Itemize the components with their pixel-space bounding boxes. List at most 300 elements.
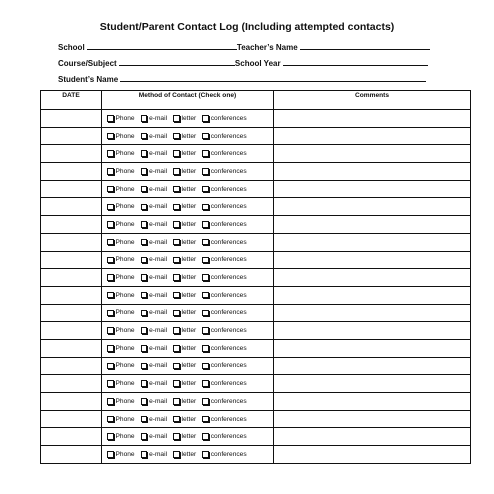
- checkbox-icon[interactable]: [141, 133, 148, 140]
- option-label: letter: [181, 362, 197, 370]
- option-letter[interactable]: [173, 345, 196, 352]
- option-label: Phone: [115, 132, 135, 140]
- checkbox-icon[interactable]: [202, 416, 209, 423]
- option-email[interactable]: [141, 451, 167, 458]
- option-label: conferences: [210, 238, 247, 246]
- checkbox-icon[interactable]: [107, 186, 114, 193]
- date-cell[interactable]: [41, 375, 102, 393]
- method-options: [102, 115, 273, 122]
- option-label: Phone: [115, 203, 135, 211]
- option-phone[interactable]: [107, 292, 135, 299]
- option-conferences[interactable]: [202, 380, 246, 387]
- option-phone[interactable]: [107, 274, 135, 281]
- checkbox-icon[interactable]: [202, 327, 209, 334]
- checkbox-icon[interactable]: [173, 115, 180, 122]
- comments-cell[interactable]: [274, 428, 471, 446]
- option-letter[interactable]: [173, 398, 196, 405]
- method-cell: [102, 410, 274, 428]
- date-cell[interactable]: [41, 163, 102, 181]
- option-conferences[interactable]: [202, 221, 246, 228]
- option-email[interactable]: [141, 433, 167, 440]
- checkbox-icon[interactable]: [173, 204, 180, 211]
- option-email[interactable]: [141, 256, 167, 263]
- option-phone[interactable]: [107, 150, 135, 157]
- checkbox-icon[interactable]: [202, 345, 209, 352]
- checkbox-icon[interactable]: [202, 274, 209, 281]
- date-cell[interactable]: [41, 180, 102, 198]
- comments-cell[interactable]: [274, 216, 471, 234]
- checkbox-icon[interactable]: [202, 239, 209, 246]
- checkbox-icon[interactable]: [173, 451, 180, 458]
- option-conferences[interactable]: [202, 398, 246, 405]
- checkbox-icon[interactable]: [173, 133, 180, 140]
- table-row: [41, 198, 471, 216]
- option-phone[interactable]: [107, 203, 135, 210]
- option-conferences[interactable]: [202, 274, 246, 281]
- option-email[interactable]: [141, 115, 167, 122]
- option-label: conferences: [210, 274, 247, 282]
- option-label: conferences: [210, 150, 247, 158]
- checkbox-icon[interactable]: [141, 115, 148, 122]
- option-phone[interactable]: [107, 433, 135, 440]
- option-label: e-mail: [149, 256, 168, 264]
- option-conferences[interactable]: [202, 292, 246, 299]
- option-phone[interactable]: [107, 186, 135, 193]
- method-options: [102, 274, 273, 281]
- table-row: [41, 304, 471, 322]
- checkbox-icon[interactable]: [173, 416, 180, 423]
- checkbox-icon[interactable]: [107, 133, 114, 140]
- checkbox-icon[interactable]: [173, 345, 180, 352]
- option-phone[interactable]: [107, 345, 135, 352]
- option-phone[interactable]: [107, 133, 135, 140]
- comments-cell[interactable]: [274, 410, 471, 428]
- option-label: letter: [181, 415, 197, 423]
- method-cell: [102, 163, 274, 181]
- method-options: [102, 451, 273, 458]
- option-letter[interactable]: [173, 239, 196, 246]
- option-label: conferences: [210, 167, 247, 175]
- checkbox-icon[interactable]: [202, 186, 209, 193]
- option-label: e-mail: [149, 344, 168, 352]
- contact-log-table: [40, 90, 471, 464]
- comments-cell[interactable]: [274, 127, 471, 145]
- option-label: conferences: [210, 450, 247, 458]
- option-label: letter: [181, 450, 197, 458]
- option-label: conferences: [210, 433, 247, 441]
- comments-cell[interactable]: [274, 322, 471, 340]
- checkbox-icon[interactable]: [141, 451, 148, 458]
- option-phone[interactable]: [107, 115, 135, 122]
- option-label: Phone: [115, 114, 135, 122]
- checkbox-icon[interactable]: [107, 257, 114, 264]
- checkbox-icon[interactable]: [202, 257, 209, 264]
- checkbox-icon[interactable]: [173, 292, 180, 299]
- option-email[interactable]: [141, 274, 167, 281]
- option-conferences[interactable]: [202, 133, 246, 140]
- checkbox-icon[interactable]: [141, 221, 148, 228]
- date-cell[interactable]: [41, 322, 102, 340]
- checkbox-icon[interactable]: [173, 398, 180, 405]
- option-conferences[interactable]: [202, 186, 246, 193]
- option-phone[interactable]: [107, 239, 135, 246]
- option-letter[interactable]: [173, 256, 196, 263]
- checkbox-icon[interactable]: [173, 257, 180, 264]
- option-label: e-mail: [149, 415, 168, 423]
- checkbox-icon[interactable]: [202, 398, 209, 405]
- option-label: conferences: [210, 309, 247, 317]
- checkbox-icon[interactable]: [141, 398, 148, 405]
- option-letter[interactable]: [173, 221, 196, 228]
- checkbox-icon[interactable]: [141, 274, 148, 281]
- comments-cell[interactable]: [274, 446, 471, 464]
- option-email[interactable]: [141, 309, 167, 316]
- option-conferences[interactable]: [202, 115, 246, 122]
- table-row: [41, 322, 471, 340]
- school-label: School: [58, 43, 85, 52]
- comments-cell[interactable]: [274, 304, 471, 322]
- checkbox-icon[interactable]: [202, 133, 209, 140]
- option-label: Phone: [115, 309, 135, 317]
- option-label: e-mail: [149, 450, 168, 458]
- comments-cell[interactable]: [274, 163, 471, 181]
- option-conferences[interactable]: [202, 203, 246, 210]
- option-label: Phone: [115, 433, 135, 441]
- option-email[interactable]: [141, 239, 167, 246]
- option-letter[interactable]: [173, 186, 196, 193]
- date-cell[interactable]: [41, 339, 102, 357]
- option-label: letter: [181, 150, 197, 158]
- option-email[interactable]: [141, 327, 167, 334]
- school-year-label: School Year: [234, 59, 281, 68]
- checkbox-icon[interactable]: [107, 416, 114, 423]
- date-cell[interactable]: [41, 127, 102, 145]
- checkbox-icon[interactable]: [141, 380, 148, 387]
- checkbox-icon[interactable]: [107, 204, 114, 211]
- option-conferences[interactable]: [202, 309, 246, 316]
- date-cell[interactable]: [41, 410, 102, 428]
- option-label: letter: [181, 167, 197, 175]
- checkbox-icon[interactable]: [141, 310, 148, 317]
- checkbox-icon[interactable]: [107, 433, 114, 440]
- checkbox-icon[interactable]: [141, 204, 148, 211]
- checkbox-icon[interactable]: [141, 327, 148, 334]
- option-phone[interactable]: [107, 309, 135, 316]
- teacher-name-field[interactable]: [300, 42, 430, 50]
- table-row: [41, 233, 471, 251]
- option-email[interactable]: [141, 362, 167, 369]
- comments-cell[interactable]: [274, 375, 471, 393]
- method-options: [102, 239, 273, 246]
- checkbox-icon[interactable]: [107, 398, 114, 405]
- checkbox-icon[interactable]: [141, 186, 148, 193]
- checkbox-icon[interactable]: [173, 433, 180, 440]
- method-options: [102, 133, 273, 140]
- comments-cell[interactable]: [274, 198, 471, 216]
- checkbox-icon[interactable]: [141, 345, 148, 352]
- date-cell[interactable]: [41, 198, 102, 216]
- comments-cell[interactable]: [274, 286, 471, 304]
- option-letter[interactable]: [173, 203, 196, 210]
- option-letter[interactable]: [173, 168, 196, 175]
- option-label: conferences: [210, 220, 247, 228]
- checkbox-icon[interactable]: [107, 310, 114, 317]
- option-label: letter: [181, 397, 197, 405]
- option-conferences[interactable]: [202, 168, 246, 175]
- option-letter[interactable]: [173, 274, 196, 281]
- option-label: Phone: [115, 380, 135, 388]
- checkbox-icon[interactable]: [141, 433, 148, 440]
- option-label: e-mail: [149, 397, 168, 405]
- checkbox-icon[interactable]: [202, 433, 209, 440]
- checkbox-icon[interactable]: [141, 416, 148, 423]
- checkbox-icon[interactable]: [141, 292, 148, 299]
- method-cell: [102, 216, 274, 234]
- option-letter[interactable]: [173, 451, 196, 458]
- option-email[interactable]: [141, 345, 167, 352]
- checkbox-icon[interactable]: [141, 363, 148, 370]
- option-label: e-mail: [149, 238, 168, 246]
- checkbox-icon[interactable]: [141, 150, 148, 157]
- school-year-field[interactable]: [283, 58, 428, 66]
- option-email[interactable]: [141, 221, 167, 228]
- option-label: e-mail: [149, 274, 168, 282]
- option-letter[interactable]: [173, 433, 196, 440]
- school-field[interactable]: [87, 42, 237, 50]
- checkbox-icon[interactable]: [107, 150, 114, 157]
- method-cell: [102, 339, 274, 357]
- checkbox-icon[interactable]: [202, 168, 209, 175]
- checkbox-icon[interactable]: [173, 274, 180, 281]
- option-label: letter: [181, 132, 197, 140]
- date-cell[interactable]: [41, 110, 102, 128]
- comments-cell[interactable]: [274, 145, 471, 163]
- option-email[interactable]: [141, 203, 167, 210]
- checkbox-icon[interactable]: [173, 150, 180, 157]
- option-phone[interactable]: [107, 327, 135, 334]
- option-conferences[interactable]: [202, 362, 246, 369]
- option-label: letter: [181, 114, 197, 122]
- date-cell[interactable]: [41, 216, 102, 234]
- date-cell[interactable]: [41, 446, 102, 464]
- school-teacher-line: [58, 42, 430, 52]
- method-cell: [102, 428, 274, 446]
- method-cell: [102, 145, 274, 163]
- method-options: [102, 309, 273, 316]
- date-cell[interactable]: [41, 428, 102, 446]
- option-label: conferences: [210, 380, 247, 388]
- checkbox-icon[interactable]: [173, 310, 180, 317]
- header-date: DATE: [41, 91, 102, 110]
- option-label: letter: [181, 274, 197, 282]
- option-letter[interactable]: [173, 150, 196, 157]
- checkbox-icon[interactable]: [202, 150, 209, 157]
- date-cell[interactable]: [41, 251, 102, 269]
- checkbox-icon[interactable]: [173, 221, 180, 228]
- option-label: letter: [181, 309, 197, 317]
- option-label: e-mail: [149, 309, 168, 317]
- option-email[interactable]: [141, 150, 167, 157]
- checkbox-icon[interactable]: [202, 363, 209, 370]
- option-letter[interactable]: [173, 416, 196, 423]
- option-label: e-mail: [149, 150, 168, 158]
- comments-cell[interactable]: [274, 251, 471, 269]
- header-comments: Comments: [274, 91, 471, 110]
- date-cell[interactable]: [41, 269, 102, 287]
- option-phone[interactable]: [107, 451, 135, 458]
- method-options: [102, 362, 273, 369]
- option-label: e-mail: [149, 327, 168, 335]
- option-letter[interactable]: [173, 309, 196, 316]
- method-cell: [102, 127, 274, 145]
- option-label: letter: [181, 327, 197, 335]
- option-letter[interactable]: [173, 292, 196, 299]
- comments-cell[interactable]: [274, 393, 471, 411]
- option-label: e-mail: [149, 433, 168, 441]
- option-label: conferences: [210, 344, 247, 352]
- table-row: [41, 446, 471, 464]
- checkbox-icon[interactable]: [202, 310, 209, 317]
- method-cell: [102, 304, 274, 322]
- checkbox-icon[interactable]: [173, 380, 180, 387]
- checkbox-icon[interactable]: [107, 451, 114, 458]
- option-letter[interactable]: [173, 380, 196, 387]
- comments-cell[interactable]: [274, 357, 471, 375]
- page-title: Student/Parent Contact Log (Including attempted contacts): [99, 21, 395, 33]
- option-label: Phone: [115, 167, 135, 175]
- option-email[interactable]: [141, 186, 167, 193]
- checkbox-icon[interactable]: [107, 345, 114, 352]
- checkbox-icon[interactable]: [107, 239, 114, 246]
- checkbox-icon[interactable]: [173, 363, 180, 370]
- option-phone[interactable]: [107, 221, 135, 228]
- checkbox-icon[interactable]: [202, 115, 209, 122]
- option-label: letter: [181, 433, 197, 441]
- option-email[interactable]: [141, 416, 167, 423]
- option-label: Phone: [115, 344, 135, 352]
- option-email[interactable]: [141, 292, 167, 299]
- checkbox-icon[interactable]: [202, 292, 209, 299]
- method-options: [102, 168, 273, 175]
- option-conferences[interactable]: [202, 433, 246, 440]
- option-label: conferences: [210, 132, 247, 140]
- method-options: [102, 203, 273, 210]
- option-label: e-mail: [149, 203, 168, 211]
- option-label: conferences: [210, 397, 247, 405]
- checkbox-icon[interactable]: [202, 451, 209, 458]
- option-conferences[interactable]: [202, 416, 246, 423]
- option-letter[interactable]: [173, 327, 196, 334]
- method-cell: [102, 375, 274, 393]
- method-cell: [102, 286, 274, 304]
- option-letter[interactable]: [173, 115, 196, 122]
- option-phone[interactable]: [107, 398, 135, 405]
- option-label: letter: [181, 291, 197, 299]
- option-conferences[interactable]: [202, 256, 246, 263]
- date-cell[interactable]: [41, 233, 102, 251]
- option-phone[interactable]: [107, 416, 135, 423]
- option-label: e-mail: [149, 291, 168, 299]
- option-label: e-mail: [149, 185, 168, 193]
- comments-cell[interactable]: [274, 180, 471, 198]
- checkbox-icon[interactable]: [107, 168, 114, 175]
- option-label: Phone: [115, 220, 135, 228]
- checkbox-icon[interactable]: [202, 380, 209, 387]
- checkbox-icon[interactable]: [107, 115, 114, 122]
- checkbox-icon[interactable]: [173, 168, 180, 175]
- checkbox-icon[interactable]: [107, 274, 114, 281]
- date-cell[interactable]: [41, 145, 102, 163]
- checkbox-icon[interactable]: [173, 239, 180, 246]
- method-cell: [102, 322, 274, 340]
- method-cell: [102, 251, 274, 269]
- checkbox-icon[interactable]: [173, 327, 180, 334]
- option-conferences[interactable]: [202, 150, 246, 157]
- option-conferences[interactable]: [202, 327, 246, 334]
- checkbox-icon[interactable]: [141, 168, 148, 175]
- option-conferences[interactable]: [202, 345, 246, 352]
- comments-cell[interactable]: [274, 233, 471, 251]
- method-cell: [102, 180, 274, 198]
- course-subject-field[interactable]: [119, 58, 235, 66]
- option-letter[interactable]: [173, 362, 196, 369]
- course-subject-label: Course/Subject: [58, 59, 117, 68]
- checkbox-icon[interactable]: [107, 221, 114, 228]
- comments-cell[interactable]: [274, 269, 471, 287]
- option-email[interactable]: [141, 398, 167, 405]
- option-conferences[interactable]: [202, 451, 246, 458]
- method-cell: [102, 269, 274, 287]
- option-label: letter: [181, 344, 197, 352]
- option-phone[interactable]: [107, 168, 135, 175]
- option-conferences[interactable]: [202, 239, 246, 246]
- option-email[interactable]: [141, 380, 167, 387]
- option-label: letter: [181, 256, 197, 264]
- checkbox-icon[interactable]: [141, 239, 148, 246]
- option-label: Phone: [115, 238, 135, 246]
- checkbox-icon[interactable]: [141, 257, 148, 264]
- comments-cell[interactable]: [274, 339, 471, 357]
- date-cell[interactable]: [41, 286, 102, 304]
- table-row: [41, 110, 471, 128]
- table-row: [41, 269, 471, 287]
- student-name-field[interactable]: [120, 74, 426, 82]
- checkbox-icon[interactable]: [107, 363, 114, 370]
- option-phone[interactable]: [107, 256, 135, 263]
- option-label: Phone: [115, 274, 135, 282]
- table-row: [41, 410, 471, 428]
- checkbox-icon[interactable]: [107, 292, 114, 299]
- option-letter[interactable]: [173, 133, 196, 140]
- option-email[interactable]: [141, 133, 167, 140]
- option-phone[interactable]: [107, 380, 135, 387]
- method-cell: [102, 110, 274, 128]
- date-cell[interactable]: [41, 304, 102, 322]
- checkbox-icon[interactable]: [107, 380, 114, 387]
- option-label: conferences: [210, 362, 247, 370]
- option-label: e-mail: [149, 220, 168, 228]
- checkbox-icon[interactable]: [202, 221, 209, 228]
- date-cell[interactable]: [41, 393, 102, 411]
- option-email[interactable]: [141, 168, 167, 175]
- option-label: Phone: [115, 397, 135, 405]
- checkbox-icon[interactable]: [107, 327, 114, 334]
- option-phone[interactable]: [107, 362, 135, 369]
- checkbox-icon[interactable]: [173, 186, 180, 193]
- date-cell[interactable]: [41, 357, 102, 375]
- comments-cell[interactable]: [274, 110, 471, 128]
- checkbox-icon[interactable]: [202, 204, 209, 211]
